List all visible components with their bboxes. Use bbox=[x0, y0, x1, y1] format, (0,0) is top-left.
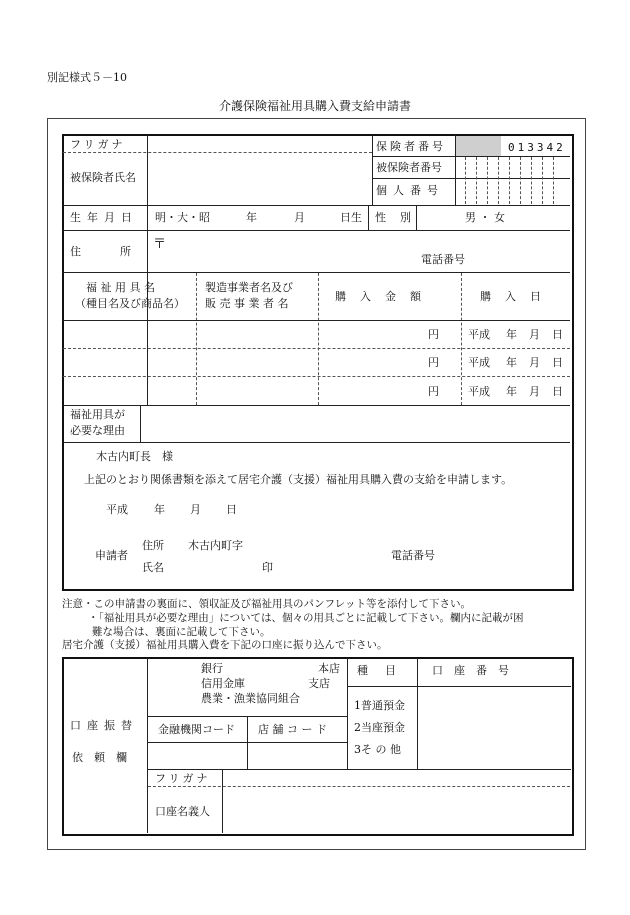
date-day: 日 bbox=[552, 356, 563, 369]
note-line-4: 居宅介護（支援）福祉用具購入費を下記の口座に振り込んで下さい。 bbox=[62, 639, 388, 651]
col-item-name-sub: （種目名及び商品名） bbox=[75, 297, 185, 310]
date-year: 年 bbox=[506, 328, 517, 341]
date-year: 年 bbox=[506, 356, 517, 369]
insurer-number-value: 013342 bbox=[508, 141, 566, 154]
postal-mark: 〒 bbox=[153, 237, 167, 252]
date-era-label: 平成 bbox=[106, 503, 128, 516]
bank-section-label-2: 依 頼 欄 bbox=[72, 751, 127, 764]
branch-code-label: 店 舗 コ ー ド bbox=[258, 723, 327, 736]
account-holder-label: 口座名義人 bbox=[155, 805, 210, 818]
sex-label: 性別 bbox=[375, 211, 425, 224]
col-amount: 購入金額 bbox=[335, 290, 435, 303]
birth-month-unit: 月 bbox=[294, 211, 305, 224]
reason-label-2: 必要な理由 bbox=[70, 424, 125, 437]
era-options[interactable]: 明・大・昭 bbox=[155, 211, 210, 224]
note-line-3: 難な場合は、裏面に記載して下さい。 bbox=[92, 626, 271, 638]
reason-field[interactable] bbox=[143, 407, 566, 440]
coop-label: 農業・漁業協同組合 bbox=[201, 692, 300, 705]
furigana-field[interactable] bbox=[150, 137, 368, 151]
date-era: 平成 bbox=[468, 385, 490, 398]
item-row[interactable] bbox=[64, 322, 567, 346]
birth-day-unit: 日生 bbox=[340, 211, 362, 224]
note-line-2: ・「福祉用具が必要な理由」については、個々の用具ごとに記載して下さい。欄内に記載が困 bbox=[88, 612, 524, 624]
birth-date-label: 生年月日 bbox=[70, 211, 138, 224]
account-type-option[interactable]: 1普通預金 bbox=[354, 699, 405, 712]
date-month-label: 月 bbox=[190, 503, 201, 516]
account-type-option[interactable]: 2当座預金 bbox=[354, 721, 405, 734]
date-day-label: 日 bbox=[226, 503, 237, 516]
insured-name-label: 被保険者氏名 bbox=[70, 171, 136, 184]
phone-label: 電話番号 bbox=[421, 253, 465, 266]
date-month: 月 bbox=[529, 356, 540, 369]
applicant-address-label: 住所 bbox=[142, 539, 164, 552]
date-day: 日 bbox=[552, 328, 563, 341]
furigana-label: フリガナ bbox=[70, 138, 126, 151]
applicant-name-label: 氏名 bbox=[142, 561, 164, 574]
yen-unit: 円 bbox=[428, 328, 439, 341]
insurer-number-label: 保険者番号 bbox=[376, 140, 446, 153]
item-row[interactable] bbox=[64, 350, 567, 374]
bank-section-label-1: 口座振替 bbox=[70, 719, 138, 732]
branch-code-field[interactable] bbox=[250, 744, 345, 767]
account-holder-field[interactable] bbox=[225, 789, 567, 830]
yen-unit: 円 bbox=[428, 385, 439, 398]
insured-name-field[interactable] bbox=[150, 155, 368, 203]
holder-furigana-field[interactable] bbox=[225, 771, 567, 785]
date-era: 平成 bbox=[468, 356, 490, 369]
address-field[interactable] bbox=[168, 234, 566, 268]
address-label: 住 所 bbox=[70, 245, 145, 258]
personal-number-label: 個人番号 bbox=[376, 184, 444, 197]
col-item-name: 福 祉 用 具 名 bbox=[86, 281, 155, 294]
form-number: 別記様式５－10 bbox=[47, 71, 127, 84]
date-month: 月 bbox=[529, 385, 540, 398]
date-year: 年 bbox=[506, 385, 517, 398]
account-type-label: 種 目 bbox=[357, 664, 399, 677]
head-office-label: 本店 bbox=[318, 662, 340, 675]
insured-number-label: 被保険者番号 bbox=[376, 161, 442, 174]
account-number-field[interactable] bbox=[420, 688, 568, 767]
yen-unit: 円 bbox=[428, 356, 439, 369]
institution-code-field[interactable] bbox=[150, 744, 245, 767]
date-day: 日 bbox=[552, 385, 563, 398]
account-number-label: 口 座 番 号 bbox=[432, 664, 509, 677]
note-line-1: 注意・この申請書の裏面に、領収証及び福祉用具のパンフレット等を添付して下さい。 bbox=[62, 598, 471, 610]
sex-options[interactable]: 男 ・ 女 bbox=[465, 211, 505, 224]
branch-office-label: 支店 bbox=[308, 677, 330, 690]
applicant-label: 申請者 bbox=[95, 549, 128, 562]
applicant-name-field[interactable] bbox=[170, 558, 258, 574]
applicant-address-value: 木古内町字 bbox=[188, 539, 243, 552]
addressee: 木古内町長 様 bbox=[96, 450, 173, 463]
date-era: 平成 bbox=[468, 328, 490, 341]
reason-label-1: 福祉用具が bbox=[70, 408, 125, 421]
account-type-option[interactable]: 3そ の 他 bbox=[354, 743, 401, 756]
col-date: 購入日 bbox=[480, 290, 555, 303]
birth-year-unit: 年 bbox=[246, 211, 257, 224]
col-seller: 販 売 事 業 者 名 bbox=[205, 297, 289, 310]
bank-label: 銀行 bbox=[201, 662, 223, 675]
declaration-statement: 上記のとおり関係書類を添えて居宅介護（支援）福祉用具購入費の支給を申請します。 bbox=[84, 473, 513, 486]
insurer-number-shaded bbox=[456, 136, 501, 156]
institution-code-label: 金融機関コード bbox=[158, 723, 235, 736]
applicant-address-field[interactable] bbox=[248, 536, 378, 552]
applicant-phone-label: 電話番号 bbox=[391, 549, 435, 562]
col-maker: 製造事業者名及び bbox=[205, 281, 293, 294]
date-year-label: 年 bbox=[154, 503, 165, 516]
holder-furigana-label: フリガナ bbox=[155, 772, 211, 785]
credit-union-label: 信用金庫 bbox=[201, 677, 245, 690]
institution-name-field[interactable] bbox=[150, 660, 196, 714]
seal-mark: 印 bbox=[262, 561, 273, 574]
date-month: 月 bbox=[529, 328, 540, 341]
branch-name-field[interactable] bbox=[258, 660, 314, 694]
item-row[interactable] bbox=[64, 378, 567, 403]
page-title: 介護保険福祉用具購入費支給申請書 bbox=[219, 99, 412, 113]
